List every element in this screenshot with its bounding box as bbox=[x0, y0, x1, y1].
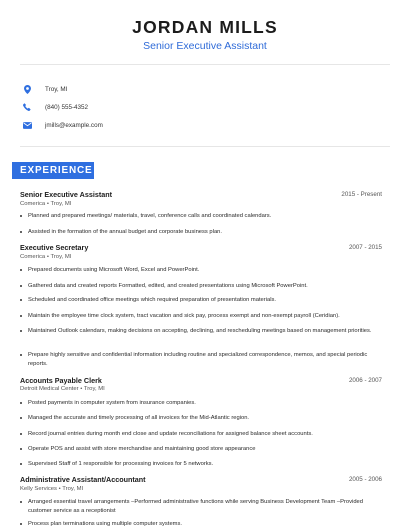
contact-email bbox=[22, 119, 103, 131]
job-bullet: Assisted in the formation of the annual budget and corporate business plan. bbox=[20, 228, 375, 237]
job-bullet: Process plan terminations using multiple computer systems. bbox=[20, 520, 375, 529]
job-bullet: Planned and prepared meetings/ materials, travel, conference calls and coordinated calendars. bbox=[20, 212, 375, 221]
job-bullet: Gathered data and created reports Formatted, edited, and created presentations using Microsoft PowerPoint. bbox=[20, 282, 375, 291]
job-bullet: Prepare highly sensitive and confidential information including routine and specialized correspondence, memos, and special periodic reports. bbox=[20, 351, 375, 368]
contact-phone bbox=[22, 101, 88, 113]
job-bullet: Prepared documents using Microsoft Word, Excel and PowerPoint. bbox=[20, 266, 375, 275]
job-company: Kelly Services bbox=[20, 486, 57, 492]
job-bullet: Maintain the employee time clock system, tract vacation and sick pay, process exempt and non-exempt payroll (Ceridian). bbox=[20, 312, 375, 321]
job-dates: 2006 - 2007 bbox=[348, 377, 382, 384]
separator: • bbox=[46, 201, 49, 207]
job-bullet: Record journal entries during month end close and update reconciliations for assigned balance sheet accounts. bbox=[20, 430, 375, 439]
map-pin-icon bbox=[22, 84, 32, 94]
job-dates: 2015 - Present bbox=[341, 191, 382, 198]
job-company: Comerica bbox=[20, 201, 46, 207]
job-bullet: Managed the accurate and timely processing of all invoices for the Mid-Atlantic region. bbox=[20, 414, 375, 423]
job-bullet: Scheduled and coordinated office meetings which required preparation of presentation materials. bbox=[20, 296, 375, 305]
mail-icon bbox=[22, 120, 32, 130]
phone-icon bbox=[22, 102, 32, 112]
job-title: Executive Secretary bbox=[20, 243, 89, 252]
separator: • bbox=[58, 486, 61, 492]
email-text[interactable]: jmills@example.com bbox=[45, 121, 103, 129]
job-company-line bbox=[20, 486, 83, 492]
job-bullet: Operate POS and assist with store merchandise and maintaining good store appearance bbox=[20, 445, 375, 454]
job-title: Senior Executive Assistant bbox=[20, 190, 113, 199]
job-dates: 2007 - 2015 bbox=[348, 244, 382, 251]
job-company: Detroit Medical Center bbox=[20, 386, 79, 392]
job-dates: 2005 - 2006 bbox=[348, 476, 382, 483]
phone-text: (840) 555-4352 bbox=[45, 103, 89, 111]
job-bullet: Supervised Staff of 1 responsible for processing invoices for 5 networks. bbox=[20, 460, 375, 469]
contact-location bbox=[22, 83, 67, 95]
job-location: Troy, MI bbox=[62, 486, 84, 492]
job-bullet: Posted payments in computer system from insurance companies. bbox=[20, 399, 375, 408]
separator: • bbox=[46, 254, 49, 260]
location-text: Troy, MI bbox=[45, 85, 68, 93]
job-bullet: Arranged essential travel arrangements –Performed administrative functions while serving Business Development Team –Provided customer service as a receptionist bbox=[20, 498, 375, 515]
contact-divider bbox=[20, 146, 390, 147]
job-company-line bbox=[20, 254, 71, 260]
job-title: Administrative Assistant/Accountant bbox=[20, 475, 146, 484]
job-title: Accounts Payable Clerk bbox=[20, 376, 102, 385]
job-company: Comerica bbox=[20, 254, 46, 260]
header-divider bbox=[20, 64, 390, 65]
resume-title: Senior Executive Assistant bbox=[143, 40, 267, 52]
separator: • bbox=[80, 386, 83, 392]
job-company-line bbox=[20, 386, 105, 392]
job-bullet: Maintained Outlook calendars, making decisions on accepting, declining, and rescheduling meetings based on management priorities. bbox=[20, 327, 375, 336]
job-location: Troy, MI bbox=[50, 201, 72, 207]
job-company-line bbox=[20, 201, 71, 207]
experience-section-header: EXPERIENCE bbox=[12, 162, 94, 179]
job-location: Troy, MI bbox=[83, 386, 105, 392]
job-location: Troy, MI bbox=[50, 254, 72, 260]
resume-name: JORDAN MILLS bbox=[132, 17, 278, 37]
